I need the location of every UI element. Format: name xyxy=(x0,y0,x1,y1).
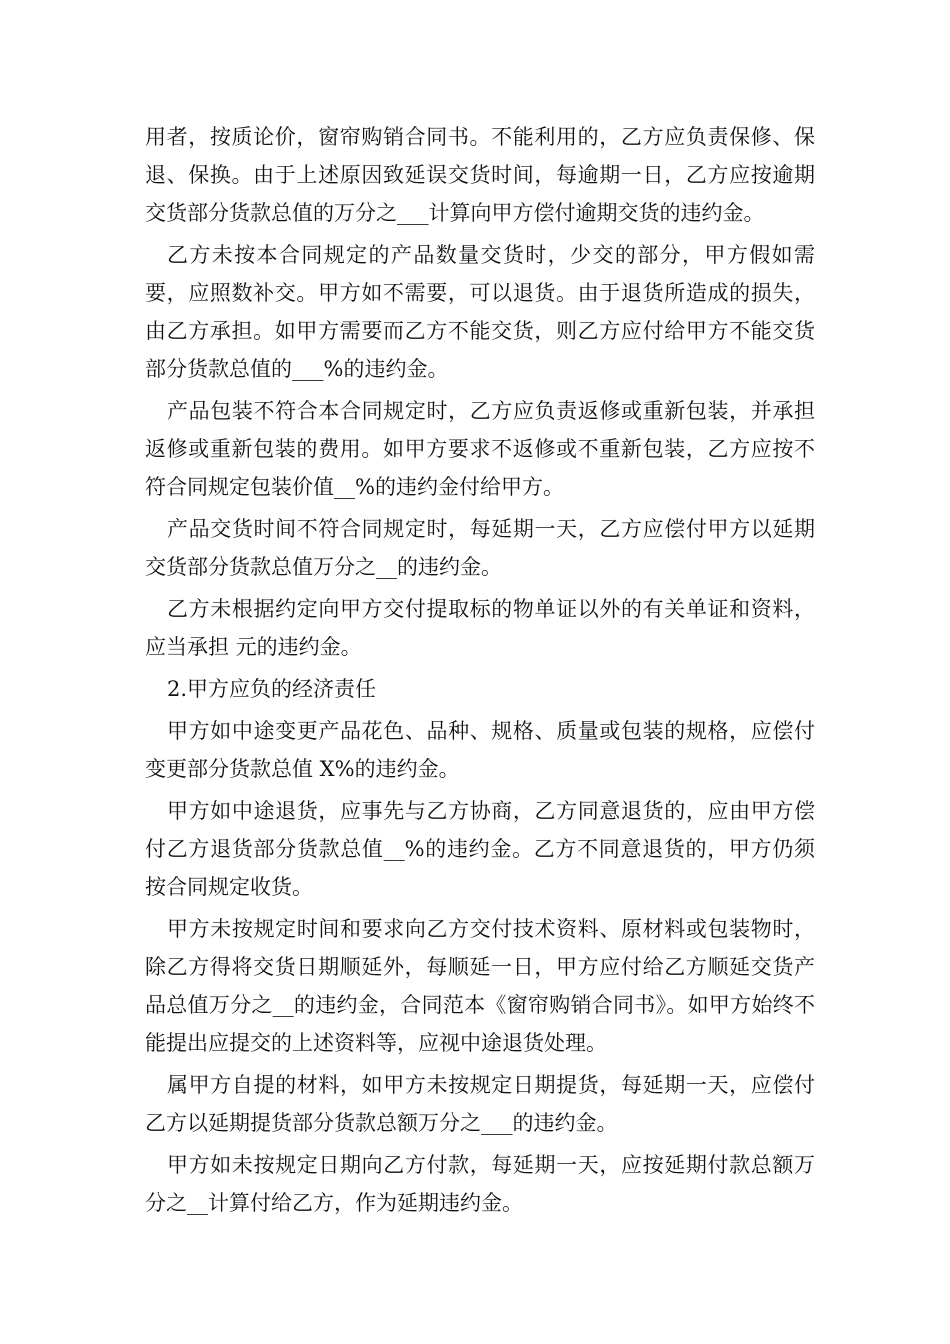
paragraph: 产品交货时间不符合同规定时，每延期一天，乙方应偿付甲方以延期交货部分货款总值万分之__的违约金。 xyxy=(145,517,815,579)
paragraph: 乙方未根据约定向甲方交付提取标的物单证以外的有关单证和资料，应当承担 元的违约金。 xyxy=(145,597,815,659)
paragraph: 乙方未按本合同规定的产品数量交货时，少交的部分，甲方假如需要，应照数补交。甲方如不需要，可以退货。由于退货所造成的损失，由乙方承担。如甲方需要而乙方不能交货，则乙方应付给甲方不能交货部分货款总值的___%的违约金。 xyxy=(145,243,815,381)
paragraph: 甲方未按规定时间和要求向乙方交付技术资料、原材料或包装物时，除乙方得将交货日期顺延外，每顺延一日，甲方应付给乙方顺延交货产品总值万分之__的违约金，合同范本《窗帘购销合同书》。如甲方始终不能提出应提交的上述资料等，应视中途退货处理。 xyxy=(145,917,815,1055)
paragraph: 甲方如未按规定日期向乙方付款，每延期一天，应按延期付款总额万分之__计算付给乙方，作为延期违约金。 xyxy=(145,1153,815,1215)
paragraph: 属甲方自提的材料，如甲方未按规定日期提货，每延期一天，应偿付乙方以延期提货部分货款总额万分之___的违约金。 xyxy=(145,1073,815,1135)
paragraph: 甲方如中途退货，应事先与乙方协商，乙方同意退货的，应由甲方偿付乙方退货部分货款总值__%的违约金。乙方不同意退货的，甲方仍须按合同规定收货。 xyxy=(145,799,815,899)
paragraph: 甲方如中途变更产品花色、品种、规格、质量或包装的规格，应偿付变更部分货款总值 X%的违约金。 xyxy=(145,719,815,781)
section-heading: 2.甲方应负的经济责任 xyxy=(167,677,377,701)
paragraph-continuation: 用者，按质论价，窗帘购销合同书。不能利用的，乙方应负责保修、保退、保换。由于上述原因致延误交货时间，每逾期一日，乙方应按逾期交货部分货款总值的万分之___计算向甲方偿付逾期交货的违约金。 xyxy=(145,125,815,225)
paragraph: 产品包装不符合本合同规定时，乙方应负责返修或重新包装，并承担返修或重新包装的费用。如甲方要求不返修或不重新包装，乙方应按不符合同规定包装价值__%的违约金付给甲方。 xyxy=(145,399,815,499)
document-page xyxy=(145,118,815,1226)
